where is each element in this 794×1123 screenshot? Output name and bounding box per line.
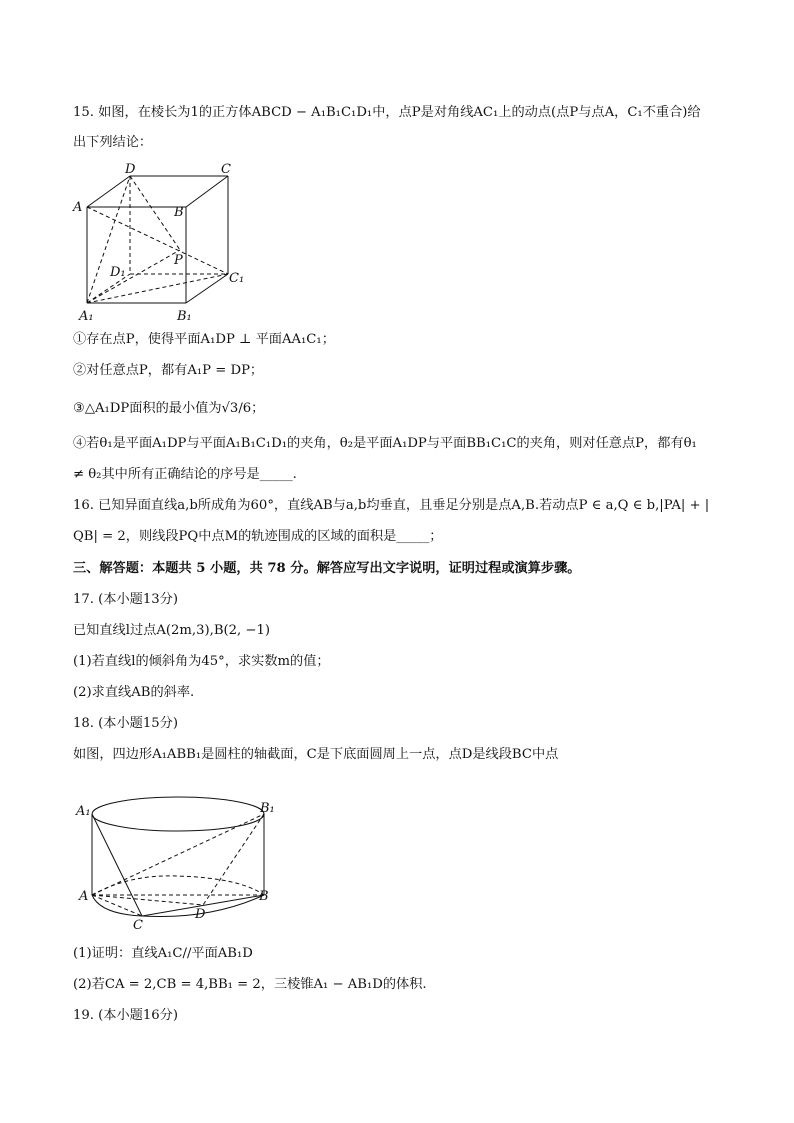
cube-figure bbox=[60, 158, 260, 328]
label-C1: C₁ bbox=[229, 271, 245, 286]
q16-stem-line2: QB| = 2，则线段PQ中点M的轨迹围成的区域的面积是_____； bbox=[73, 529, 443, 544]
label-B: B bbox=[174, 205, 184, 220]
label-D1: D₁ bbox=[110, 265, 126, 280]
seg-A1C bbox=[92, 814, 142, 916]
q15-option-4-line2: ≠ θ₂其中所有正确结论的序号是_____. bbox=[73, 467, 297, 482]
q19-heading: 19. (本小题16分) bbox=[73, 1008, 178, 1023]
seg-AD bbox=[92, 895, 203, 905]
q15-stem-line1: 15. 如图，在棱长为1的正方体ABCD − A₁B₁C₁D₁中，点P是对角线AC₁上的动点(点P与点A，C₁不重合)给 bbox=[73, 105, 701, 120]
q17-part-2: (2)求直线AB的斜率. bbox=[73, 685, 195, 700]
label-C: C bbox=[133, 918, 143, 930]
seg-A1D bbox=[87, 176, 130, 303]
label-P: P bbox=[174, 253, 183, 268]
label-A1: A₁ bbox=[79, 309, 94, 324]
q17-part-1: (1)若直线l的倾斜角为45°，求实数m的值； bbox=[73, 654, 330, 669]
label-B1: B₁ bbox=[177, 309, 192, 324]
label-A: A bbox=[79, 889, 89, 904]
label-D: D bbox=[125, 162, 136, 177]
q15-stem-line2: 出下列结论： bbox=[73, 135, 153, 150]
label-C: C bbox=[221, 162, 231, 177]
cylinder-figure bbox=[70, 790, 290, 930]
seg-A1P bbox=[87, 250, 180, 303]
q15-option-1: ①存在点P，使得平面A₁DP ⊥ 平面AA₁C₁； bbox=[73, 332, 335, 347]
q18-stem: 如图，四边形A₁ABB₁是圆柱的轴截面，C是下底面圆周上一点，点D是线段BC中点 bbox=[73, 747, 559, 762]
q18-heading: 18. (本小题15分) bbox=[73, 716, 178, 731]
label-A: A bbox=[73, 200, 83, 215]
q18-part-2: (2)若CA = 2,CB = 4,BB₁ = 2，三棱锥A₁ − AB₁D的体积. bbox=[73, 977, 427, 992]
q15-option-2: ②对任意点P，都有A₁P = DP； bbox=[73, 363, 264, 378]
edge-BC bbox=[186, 176, 228, 207]
label-D: D bbox=[195, 907, 206, 922]
section-3-heading: 三、解答题：本题共 5 小题，共 78 分。解答应写出文字说明，证明过程或演算步骤。 bbox=[73, 561, 581, 576]
q15-option-4-line1: ④若θ₁是平面A₁DP与平面A₁B₁C₁D₁的夹角，θ₂是平面A₁DP与平面BB₁C₁C的夹角，则对任意点P，都有θ₁ bbox=[73, 436, 697, 451]
bottom-ellipse-back bbox=[92, 876, 264, 895]
seg-B1D bbox=[203, 814, 264, 905]
q15-option-3: ③△A₁DP面积的最小值为√3/6； bbox=[73, 401, 265, 416]
q18-part-1: (1)证明：直线A₁C//平面AB₁D bbox=[73, 946, 253, 961]
label-B1: B₁ bbox=[260, 801, 275, 816]
q17-stem: 已知直线l过点A(2m,3),B(2, −1) bbox=[73, 623, 271, 638]
q17-heading: 17. (本小题13分) bbox=[73, 592, 178, 607]
seg-DP bbox=[130, 176, 180, 250]
edge-AD bbox=[87, 176, 130, 207]
bottom-ellipse-front bbox=[92, 895, 264, 917]
label-A1: A₁ bbox=[76, 804, 91, 819]
label-B: B bbox=[259, 889, 269, 904]
q16-stem-line1: 16. 已知异面直线a,b所成角为60°，直线AB与a,b均垂直，且垂足分别是点A,B.若动点P ∈ a,Q ∈ b,|PA| + | bbox=[73, 498, 710, 513]
